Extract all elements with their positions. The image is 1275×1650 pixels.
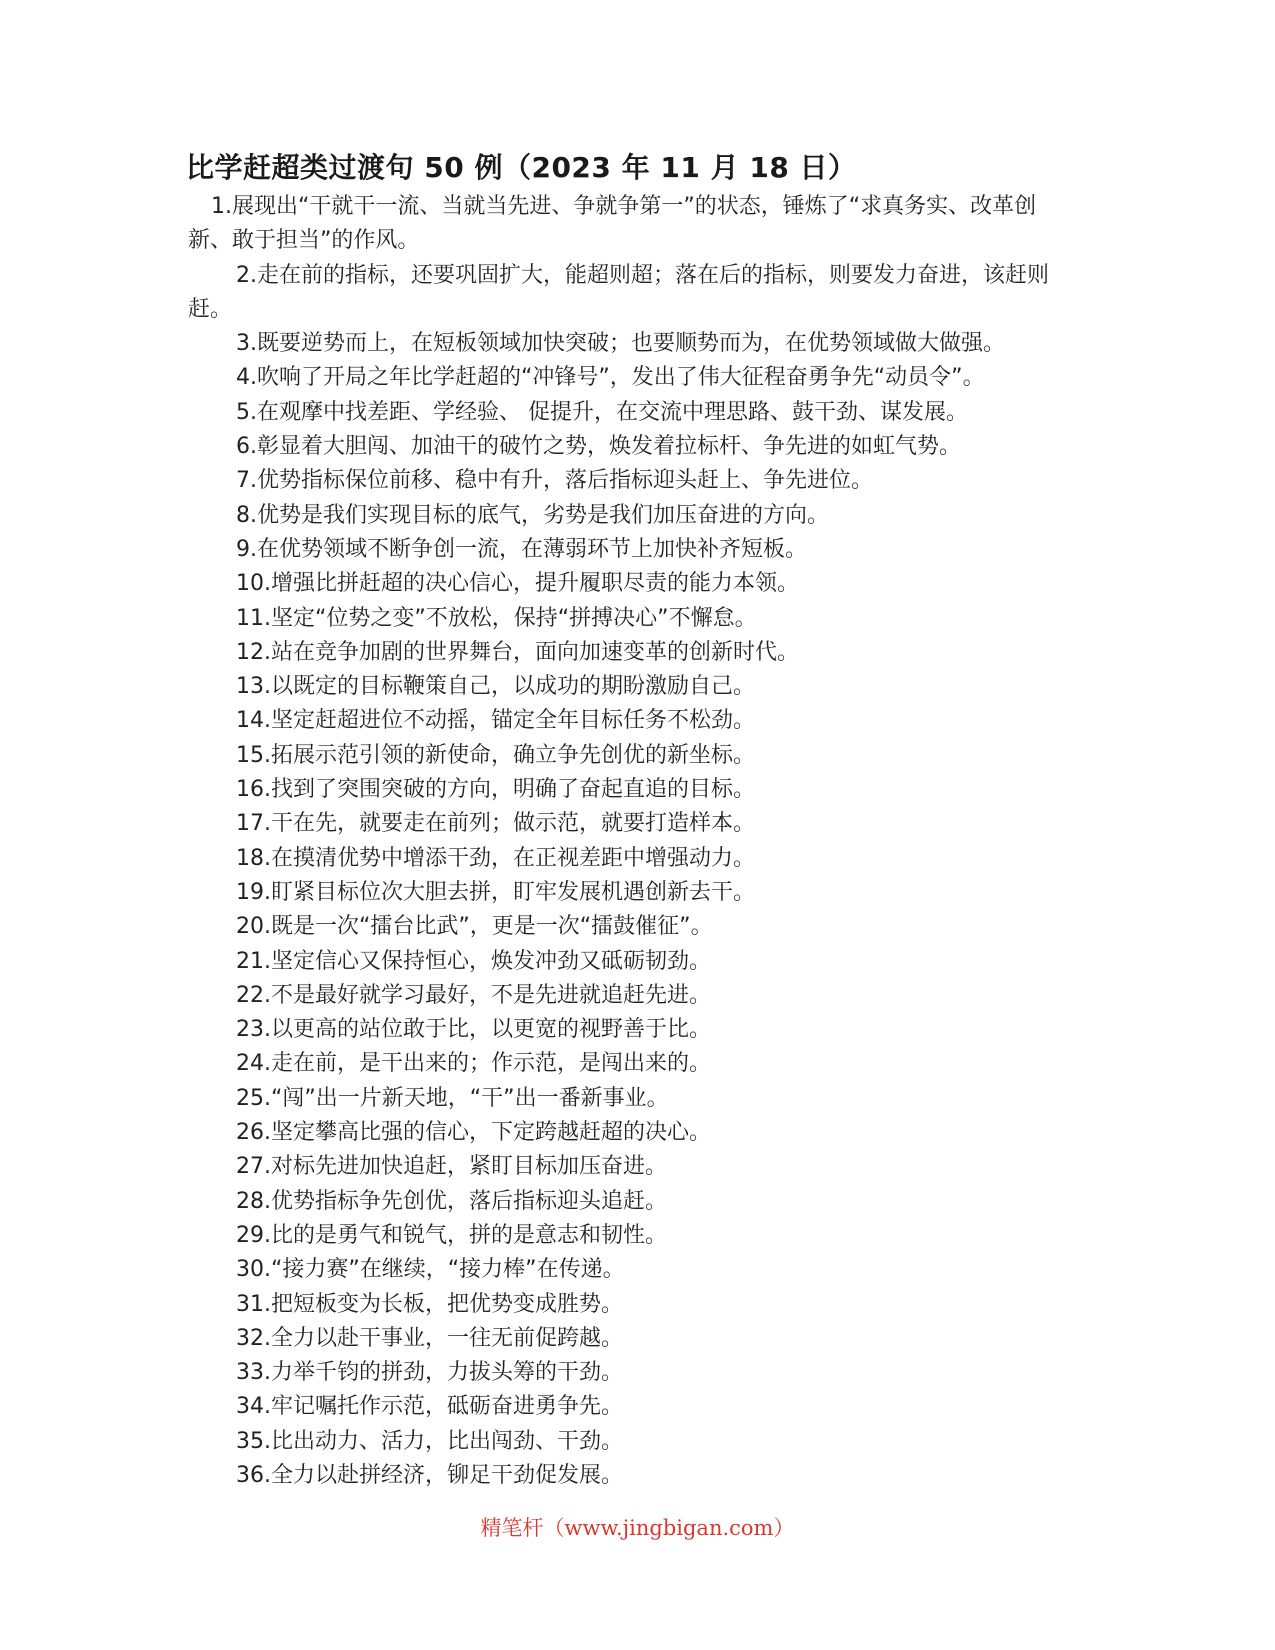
paragraph-item: 17.干在先，就要走在前列；做示范，就要打造样本。 bbox=[236, 811, 755, 837]
paragraph-item: 30.“接力赛”在继续，“接力棒”在传递。 bbox=[236, 1257, 625, 1283]
paragraph-item: 16.找到了突围突破的方向，明确了奋起直追的目标。 bbox=[236, 777, 755, 803]
paragraph-item: 10.增强比拼赶超的决心信心，提升履职尽责的能力本领。 bbox=[236, 571, 799, 597]
paragraph-item: 9.在优势领域不断争创一流，在薄弱环节上加快补齐短板。 bbox=[236, 536, 807, 562]
paragraph-item: 25.“闯”出一片新天地，“干”出一番新事业。 bbox=[236, 1085, 669, 1111]
paragraph-item: 27.对标先进加快追赶，紧盯目标加压奋进。 bbox=[236, 1154, 667, 1180]
footer-watermark[interactable]: 精笔杆（www.jingbigan.com） bbox=[480, 1516, 795, 1540]
paragraph-item: 3.既要逆势而上，在短板领域加快突破；也要顺势而为，在优势领域做大做强。 bbox=[236, 331, 1005, 357]
document-body bbox=[188, 190, 1068, 1493]
paragraph-item: 34.牢记嘱托作示范，砥砺奋进勇争先。 bbox=[236, 1394, 623, 1420]
paragraph-item: 5.在观摩中找差距、学经验、 促提升，在交流中理思路、鼓干劲、谋发展。 bbox=[236, 399, 968, 425]
paragraph-item: 32.全力以赴干事业，一往无前促跨越。 bbox=[236, 1325, 623, 1351]
paragraph-item: 13.以既定的目标鞭策自己，以成功的期盼激励自己。 bbox=[236, 674, 755, 700]
paragraph-item: 20.既是一次“擂台比武”，更是一次“擂鼓催征”。 bbox=[236, 914, 713, 940]
paragraph-item: 35.比出动力、活力，比出闯劲、干劲。 bbox=[236, 1428, 623, 1454]
paragraph-item: 29.比的是勇气和锐气，拼的是意志和韧性。 bbox=[236, 1222, 667, 1248]
paragraph-item: 19.盯紧目标位次大胆去拼，盯牢发展机遇创新去干。 bbox=[236, 879, 755, 905]
paragraph-item: 31.把短板变为长板，把优势变成胜势。 bbox=[236, 1291, 623, 1317]
paragraph-item: 23.以更高的站位敢于比，以更宽的视野善于比。 bbox=[236, 1017, 711, 1043]
paragraph-item: 8.优势是我们实现目标的底气，劣势是我们加压奋进的方向。 bbox=[236, 502, 829, 528]
paragraph-item: 1.展现出“干就干一流、当就当先进、争就争第一”的状态，锤炼了“求真务实、改革创新、敢于担当”的作风。 bbox=[188, 194, 1037, 254]
paragraph-item: 2.走在前的指标，还要巩固扩大，能超则超；落在后的指标，则要发力奋进，该赶则赶。 bbox=[188, 262, 1049, 322]
paragraph-item: 7.优势指标保位前移、稳中有升，落后指标迎头赶上、争先进位。 bbox=[236, 468, 873, 494]
document-title: 比学赶超类过渡句 50 例（2023 年 11 月 18 日） bbox=[186, 151, 857, 184]
paragraph-item: 18.在摸清优势中增添干劲，在正视差距中增强动力。 bbox=[236, 845, 755, 871]
paragraph-item: 11.坚定“位势之变”不放松，保持“拼搏决心”不懈怠。 bbox=[236, 605, 757, 631]
paragraph-item: 28.优势指标争先创优，落后指标迎头追赶。 bbox=[236, 1188, 667, 1214]
paragraph-item: 15.拓展示范引领的新使命，确立争先创优的新坐标。 bbox=[236, 742, 755, 768]
paragraph-item: 33.力举千钧的拼劲，力拔头筹的干劲。 bbox=[236, 1360, 623, 1386]
paragraph-item: 14.坚定赶超进位不动摇，锚定全年目标任务不松劲。 bbox=[236, 708, 755, 734]
paragraph-item: 26.坚定攀高比强的信心，下定跨越赶超的决心。 bbox=[236, 1120, 711, 1146]
paragraph-item: 12.站在竞争加剧的世界舞台，面向加速变革的创新时代。 bbox=[236, 639, 799, 665]
paragraph-item: 36.全力以赴拼经济，铆足干劲促发展。 bbox=[236, 1462, 623, 1488]
paragraph-item: 24.走在前，是干出来的；作示范，是闯出来的。 bbox=[236, 1051, 711, 1077]
paragraph-item: 4.吹响了开局之年比学赶超的“冲锋号”，发出了伟大征程奋勇争先“动员令”。 bbox=[236, 365, 985, 391]
paragraph-item: 21.坚定信心又保持恒心，焕发冲劲又砥砺韧劲。 bbox=[236, 948, 711, 974]
paragraph-item: 6.彰显着大胆闯、加油干的破竹之势，焕发着拉标杆、争先进的如虹气势。 bbox=[236, 434, 961, 460]
paragraph-item: 22.不是最好就学习最好，不是先进就追赶先进。 bbox=[236, 982, 711, 1008]
